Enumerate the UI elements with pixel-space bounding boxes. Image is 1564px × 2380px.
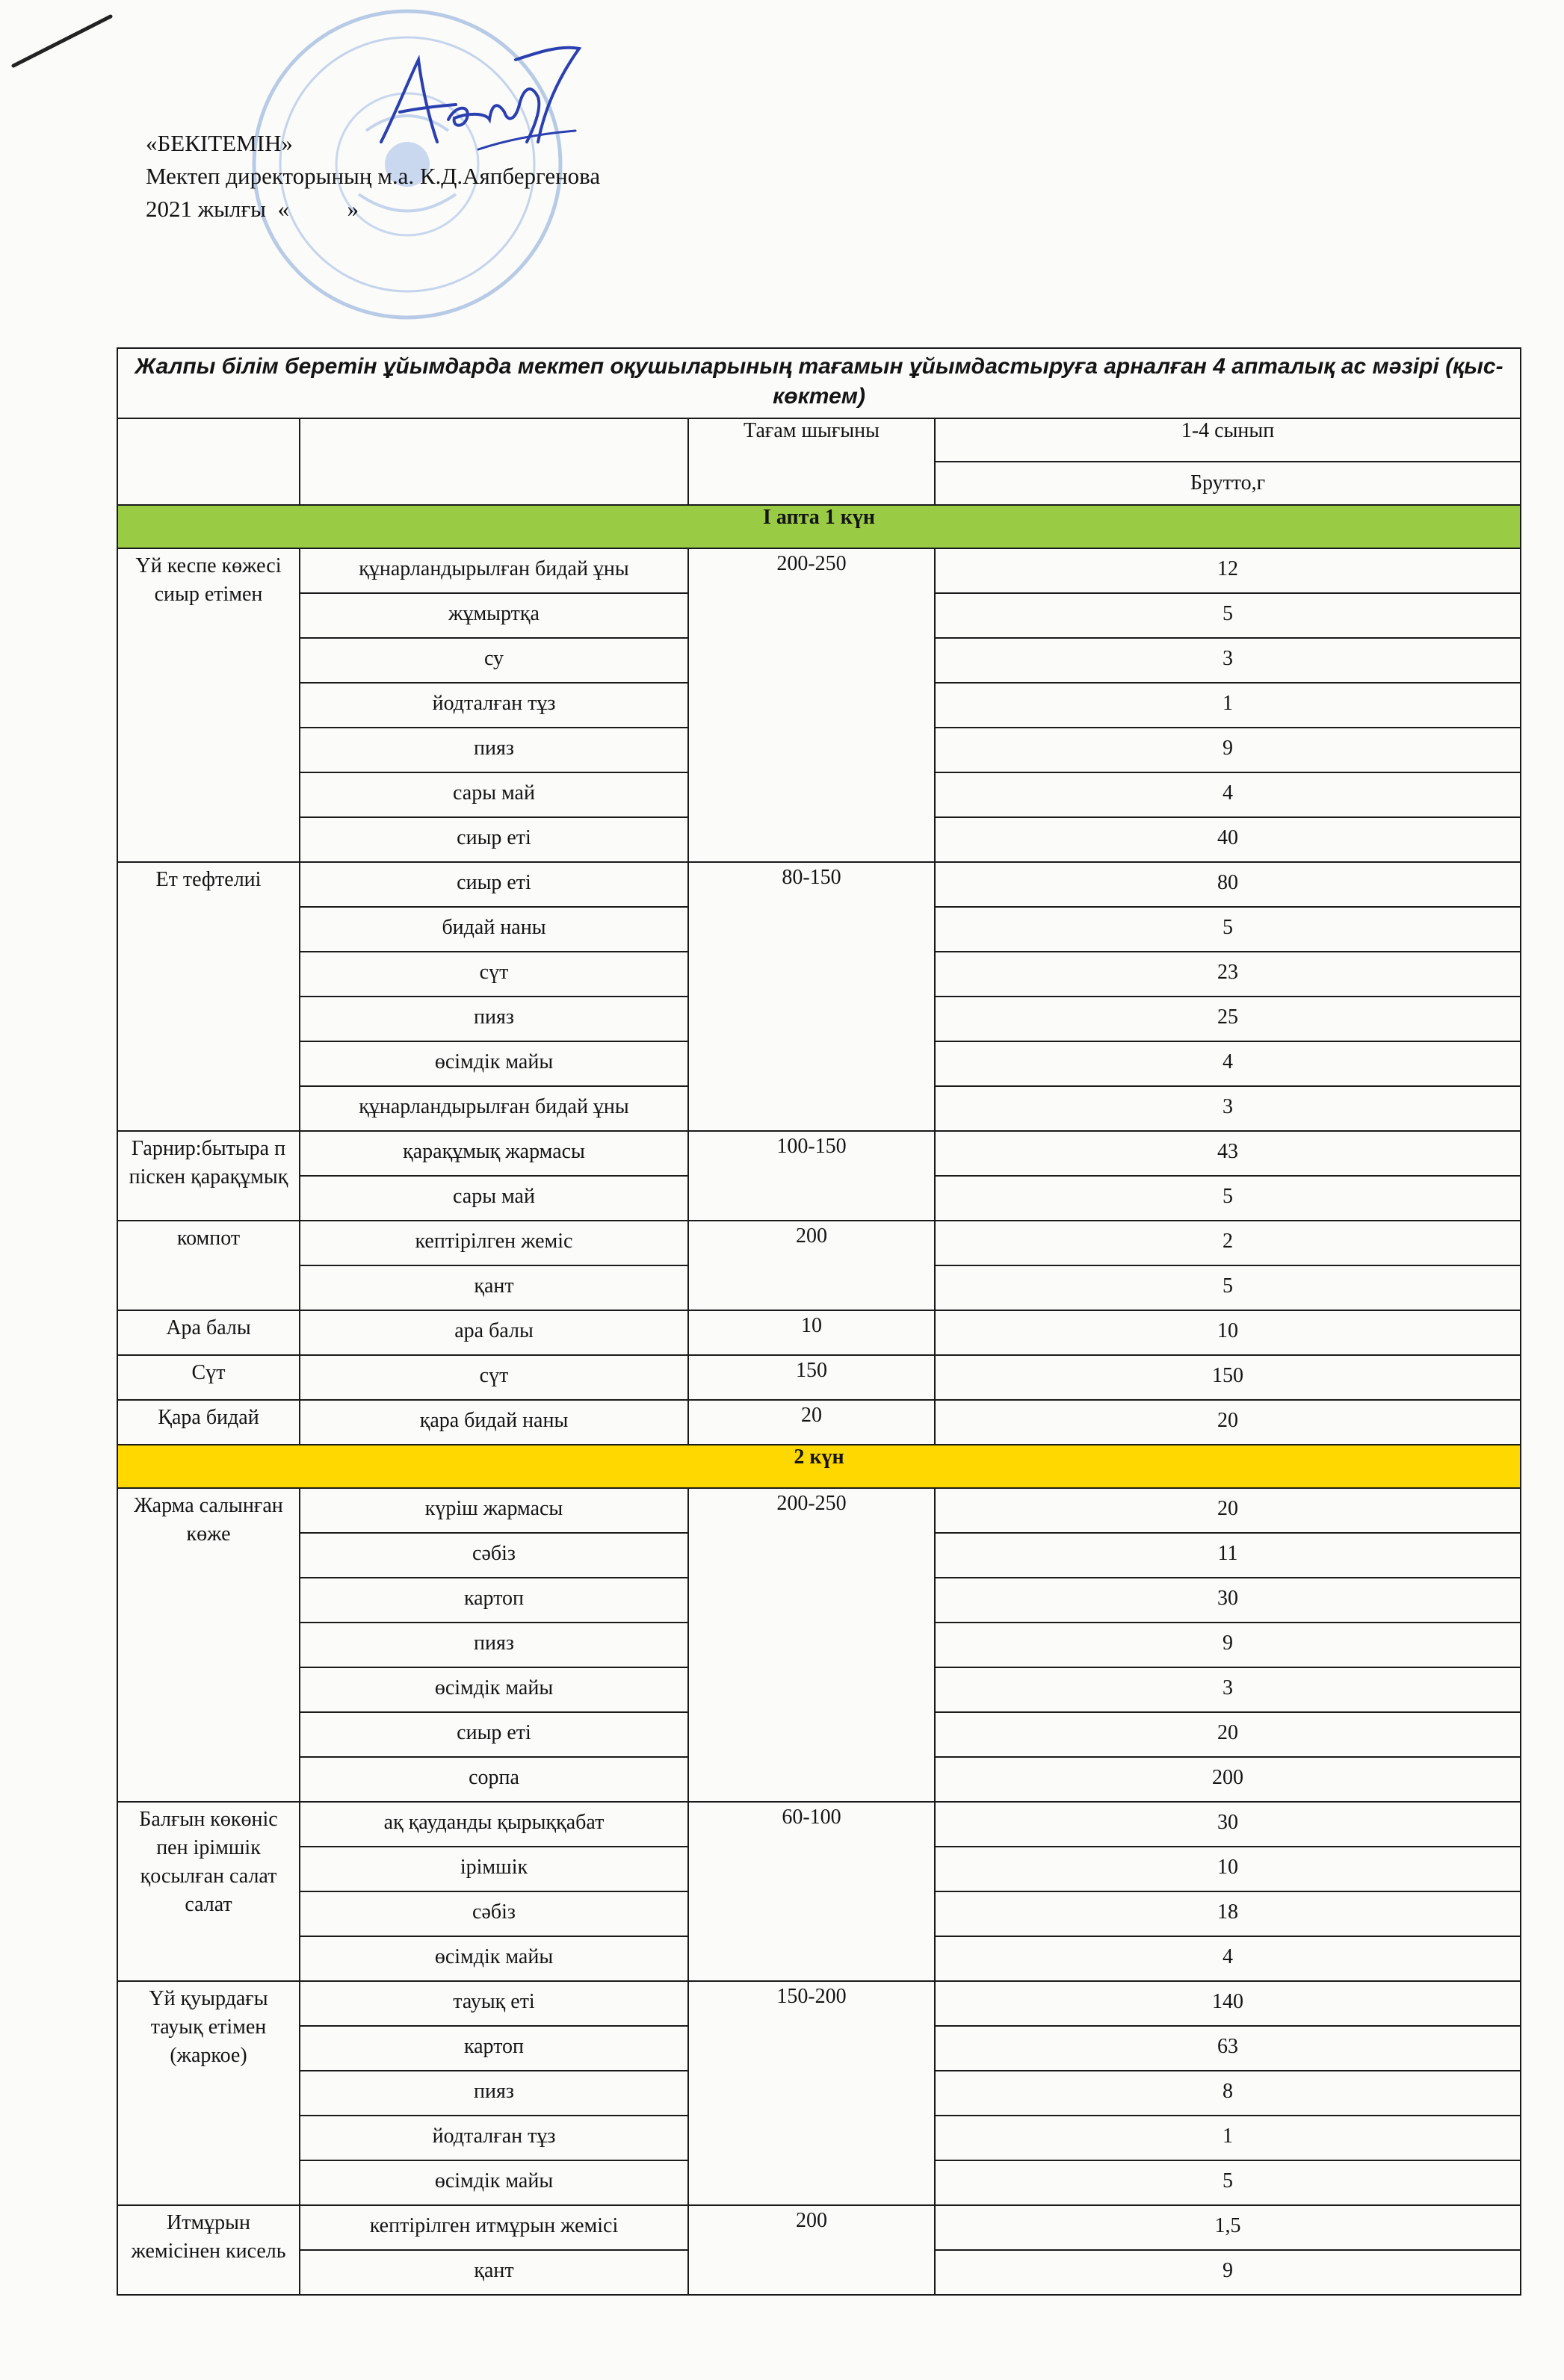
ingredient-name: ірімшік	[300, 1847, 688, 1891]
ingredient-name: йодталған тұз	[300, 2116, 688, 2160]
dish-name: Балғын көкөніс пен ірімшік қосылған салат салат	[117, 1802, 300, 1981]
ingredient-name: кептірілген жеміс	[300, 1221, 688, 1265]
approval-director: Мектеп директорының м.а. К.Д.Аяпбергенова	[146, 163, 601, 189]
table-row	[117, 2205, 1521, 2250]
table-row	[117, 1355, 1521, 1400]
ingredient-name: бидай наны	[300, 907, 688, 952]
ingredient-name: сәбіз	[300, 1891, 688, 1936]
brutto-value: 30	[935, 1802, 1521, 1847]
ingredient-name: күріш жармасы	[300, 1488, 688, 1533]
dish-name: Ет тефтелиі	[117, 862, 300, 1131]
ingredient-name: ара балы	[300, 1310, 688, 1355]
dish-name: Сүт	[117, 1355, 300, 1400]
ingredient-name: пияз	[300, 997, 688, 1041]
ingredient-name: картоп	[300, 1578, 688, 1623]
brutto-value: 9	[935, 2250, 1521, 2295]
brutto-value: 20	[935, 1488, 1521, 1533]
ingredient-name: кептірілген итмұрын жемісі	[300, 2205, 688, 2250]
brutto-value: 43	[935, 1131, 1521, 1176]
dish-name: Ара балы	[117, 1310, 300, 1355]
table-title: Жалпы білім беретін ұйымдарда мектеп оқушыларының тағамын ұйымдастыруға арналған 4 апталық ас мәзірі (қыс-көктем)	[117, 348, 1521, 418]
ingredient-name: йодталған тұз	[300, 683, 688, 728]
brutto-value: 3	[935, 638, 1521, 683]
ingredient-name: сиыр еті	[300, 817, 688, 862]
table-row	[117, 1131, 1521, 1176]
section-day2: 2 күн	[117, 1445, 1521, 1488]
brutto-value: 25	[935, 997, 1521, 1041]
ingredient-name: сүт	[300, 1355, 688, 1400]
ingredient-name: сары май	[300, 1176, 688, 1221]
portion-amount: 200	[688, 2205, 935, 2295]
brutto-value: 40	[935, 817, 1521, 862]
ingredient-name: ақ қауданды қырыққабат	[300, 1802, 688, 1847]
portion-amount: 10	[688, 1310, 935, 1355]
ingredient-name: су	[300, 638, 688, 683]
menu-table	[117, 347, 1521, 2296]
day2-dishes	[117, 1488, 1521, 2295]
brutto-value: 4	[935, 1041, 1521, 1086]
ingredient-name: қарақұмық жармасы	[300, 1131, 688, 1176]
director-signature	[366, 30, 590, 172]
brutto-value: 63	[935, 2026, 1521, 2071]
dish-name: Итмұрын жемісінен кисель	[117, 2205, 300, 2295]
brutto-value: 9	[935, 1623, 1521, 1667]
brutto-value: 1,5	[935, 2205, 1521, 2250]
brutto-value: 20	[935, 1712, 1521, 1757]
portion-amount: 150-200	[688, 1981, 935, 2205]
dish-name: Үй қуырдағы тауық етімен (жаркое)	[117, 1981, 300, 2205]
day1-dishes	[117, 548, 1521, 1445]
table-row	[117, 1981, 1521, 2026]
table-row	[117, 862, 1521, 907]
table-row	[117, 1310, 1521, 1355]
portion-amount: 100-150	[688, 1131, 935, 1221]
brutto-value: 4	[935, 772, 1521, 817]
dish-name: Қара бидай	[117, 1400, 300, 1445]
ingredient-name: өсімдік майы	[300, 1041, 688, 1086]
header-class: 1-4 сынып	[935, 418, 1521, 462]
brutto-value: 4	[935, 1936, 1521, 1981]
ingredient-name: пияз	[300, 1623, 688, 1667]
portion-amount: 80-150	[688, 862, 935, 1131]
brutto-value: 20	[935, 1400, 1521, 1445]
brutto-value: 5	[935, 1265, 1521, 1310]
ingredient-name: құнарландырылған бидай ұны	[300, 1086, 688, 1131]
header-portion: Тағам шығыны	[688, 418, 935, 505]
brutto-value: 2	[935, 1221, 1521, 1265]
header-empty-2	[300, 418, 688, 505]
brutto-value: 23	[935, 952, 1521, 997]
dish-name: Гарнир:бытыра п піскен қарақұмық	[117, 1131, 300, 1221]
dish-name: Үй кеспе көжесі сиыр етімен	[117, 548, 300, 862]
ingredient-name: жұмыртқа	[300, 593, 688, 638]
ingredient-name: қара бидай наны	[300, 1400, 688, 1445]
ingredient-name: пияз	[300, 728, 688, 772]
brutto-value: 1	[935, 2116, 1521, 2160]
brutto-value: 80	[935, 862, 1521, 907]
brutto-value: 30	[935, 1578, 1521, 1623]
brutto-value: 9	[935, 728, 1521, 772]
brutto-value: 5	[935, 2160, 1521, 2205]
ingredient-name: өсімдік майы	[300, 1936, 688, 1981]
approval-date: 2021 жылғы « »	[146, 196, 359, 222]
ingredient-name: картоп	[300, 2026, 688, 2071]
ingredient-name: сорпа	[300, 1757, 688, 1802]
brutto-value: 8	[935, 2071, 1521, 2116]
brutto-value: 5	[935, 593, 1521, 638]
section-week1-day1: I апта 1 күн	[117, 505, 1521, 548]
ingredient-name: құнарландырылған бидай ұны	[300, 548, 688, 593]
ingredient-name: сиыр еті	[300, 862, 688, 907]
header-empty-1	[117, 418, 300, 505]
table-row	[117, 1221, 1521, 1265]
brutto-value: 140	[935, 1981, 1521, 2026]
ingredient-name: сәбіз	[300, 1533, 688, 1578]
pen-stroke-mark	[6, 7, 118, 75]
dish-name: Жарма салынған көже	[117, 1488, 300, 1802]
dish-name: компот	[117, 1221, 300, 1310]
brutto-value: 1	[935, 683, 1521, 728]
brutto-value: 5	[935, 1176, 1521, 1221]
portion-amount: 200-250	[688, 1488, 935, 1802]
table-row	[117, 1802, 1521, 1847]
approval-heading: «БЕКІТЕМІН»	[146, 130, 293, 156]
ingredient-name: қант	[300, 1265, 688, 1310]
ingredient-name: қант	[300, 2250, 688, 2295]
brutto-value: 5	[935, 907, 1521, 952]
table-row	[117, 1488, 1521, 1533]
portion-amount: 20	[688, 1400, 935, 1445]
brutto-value: 18	[935, 1891, 1521, 1936]
brutto-value: 3	[935, 1086, 1521, 1131]
brutto-value: 10	[935, 1847, 1521, 1891]
brutto-value: 150	[935, 1355, 1521, 1400]
brutto-value: 12	[935, 548, 1521, 593]
header-brutto: Брутто,г	[935, 462, 1521, 505]
table-row	[117, 548, 1521, 593]
brutto-value: 11	[935, 1533, 1521, 1578]
ingredient-name: өсімдік майы	[300, 2160, 688, 2205]
ingredient-name: сары май	[300, 772, 688, 817]
ingredient-name: пияз	[300, 2071, 688, 2116]
brutto-value: 200	[935, 1757, 1521, 1802]
portion-amount: 60-100	[688, 1802, 935, 1981]
brutto-value: 10	[935, 1310, 1521, 1355]
ingredient-name: сүт	[300, 952, 688, 997]
portion-amount: 200-250	[688, 548, 935, 862]
ingredient-name: тауық еті	[300, 1981, 688, 2026]
ingredient-name: өсімдік майы	[300, 1667, 688, 1712]
ingredient-name: сиыр еті	[300, 1712, 688, 1757]
portion-amount: 150	[688, 1355, 935, 1400]
portion-amount: 200	[688, 1221, 935, 1310]
brutto-value: 3	[935, 1667, 1521, 1712]
table-row	[117, 1400, 1521, 1445]
